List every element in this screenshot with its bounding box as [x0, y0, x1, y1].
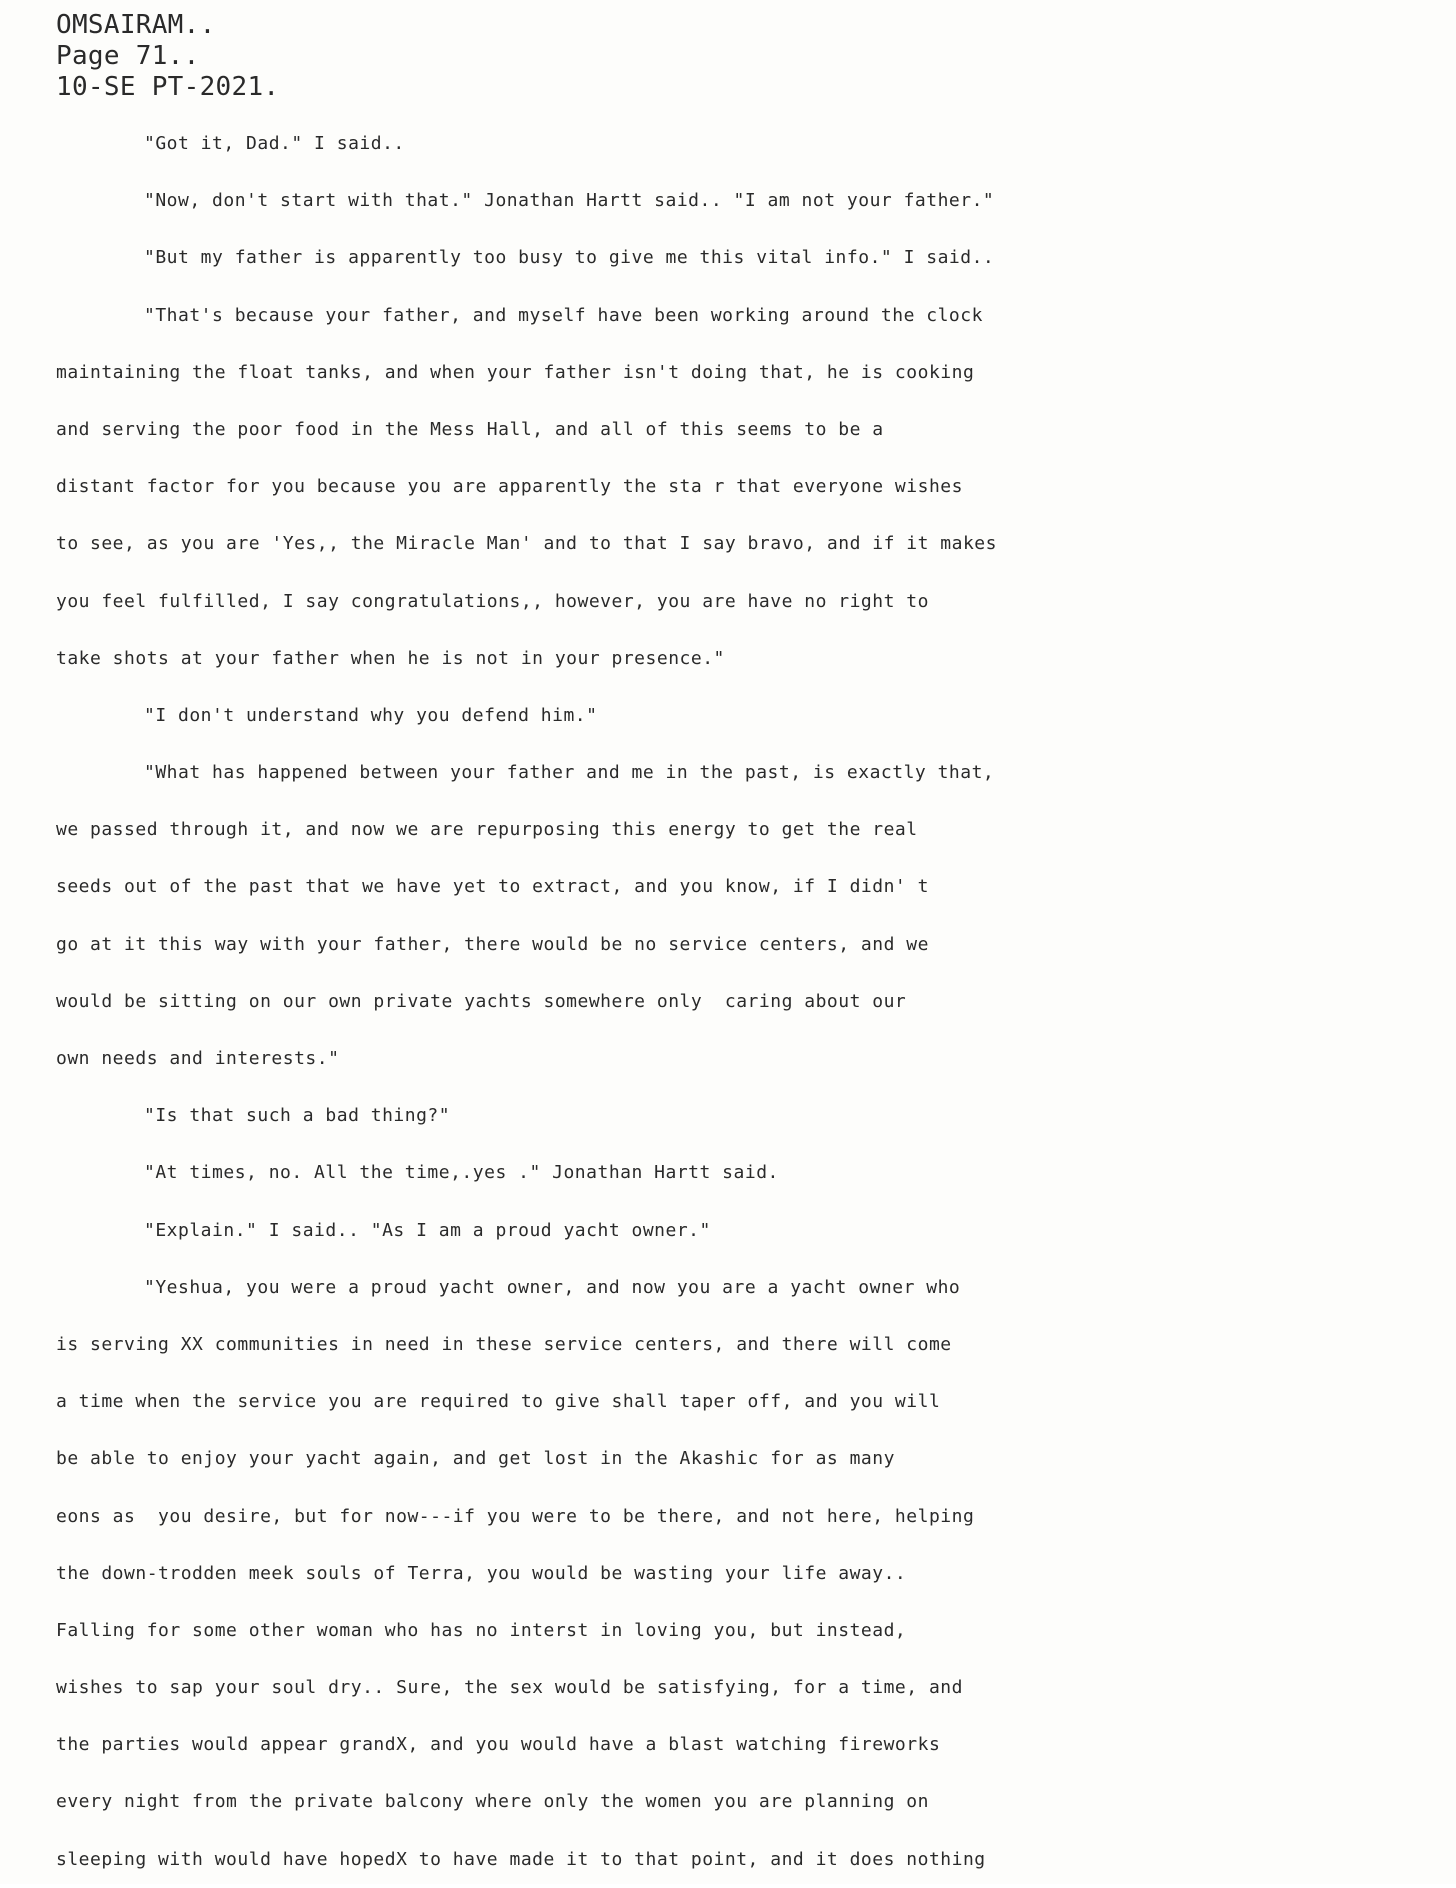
paragraph-first-line: "Got it, Dad." I said.. [144, 133, 405, 154]
paragraph-first-line: "But my father is apparently too busy to give me this vital info." I said.. [144, 247, 995, 269]
text-line: maintaining the float tanks, and when your father isn't doing that, he is cooking [56, 361, 975, 383]
paragraph-first-line: "Now, don't start with that." Jonathan Hartt said.. "I am not your father." [144, 190, 995, 212]
text-line: to see, as you are 'Yes,, the Miracle Man' and to that I say bravo, and if it makes [56, 533, 997, 555]
text-line: go at it this way with your father, there would be no service centers, and we [56, 933, 929, 955]
paragraph-first-line: "That's because your father, and myself have been working around the clock [144, 304, 983, 326]
text-line: wishes to sap your soul dry.. Sure, the sex would be satisfying, for a time, and [56, 1677, 963, 1699]
text-line: is serving XX communities in need in these service centers, and there will come [56, 1333, 952, 1355]
text-line: would be sitting on our own private yachts somewhere only caring about our [56, 990, 907, 1012]
body-text [56, 115, 1456, 1888]
text-line: own needs and interests." [56, 1048, 340, 1069]
text-line: take shots at your father when he is not in your presence." [56, 647, 725, 669]
paragraph-first-line: "What has happened between your father and me in the past, is exactly that, [144, 762, 995, 784]
text-line: you feel fulfilled, I say congratulations,, however, you are have no right to [56, 590, 929, 612]
text-line: distant factor for you because you are apparently the sta r that everyone wishes [56, 476, 963, 498]
page-header [56, 10, 279, 103]
paragraph-first-line: "At times, no. All the time,.yes ." Jonathan Hartt said. [144, 1162, 779, 1184]
text-line: Falling for some other woman who has no interst in loving you, but instead, [56, 1619, 907, 1641]
text-line: every night from the private balcony where only the women you are planning on [56, 1791, 929, 1813]
text-line: seeds out of the past that we have yet to extract, and you know, if I didn' t [56, 876, 929, 898]
paragraph-first-line: "Explain." I said.. "As I am a proud yacht owner." [144, 1219, 711, 1241]
paragraph-first-line: "Is that such a bad thing?" [144, 1105, 451, 1127]
text-line: a time when the service you are required to give shall taper off, and you will [56, 1391, 941, 1413]
text-line: be able to enjoy your yacht again, and get lost in the Akashic for as many [56, 1448, 895, 1470]
text-line: eons as you desire, but for now---if you were to be there, and not here, helping [56, 1505, 975, 1527]
text-line: sleeping with would have hopedX to have made it to that point, and it does nothing [56, 1848, 986, 1870]
text-line: we passed through it, and now we are repurposing this energy to get the real [56, 819, 918, 841]
header-date: 10-SE PT-2021. [56, 72, 280, 102]
text-line: the parties would appear grandX, and you would have a blast watching fireworks [56, 1734, 941, 1756]
paragraph-first-line: "I don't understand why you defend him." [144, 704, 598, 726]
text-line: the down-trodden meek souls of Terra, you would be wasting your life away.. [56, 1562, 907, 1584]
header-line-om: OMSAIRAM.. [56, 10, 216, 40]
header-page-number: Page 71.. [56, 41, 200, 71]
text-line: and serving the poor food in the Mess Hall, and all of this seems to be a [56, 418, 884, 440]
paragraph-first-line: "Yeshua, you were a proud yacht owner, and now you are a yacht owner who [144, 1276, 961, 1298]
